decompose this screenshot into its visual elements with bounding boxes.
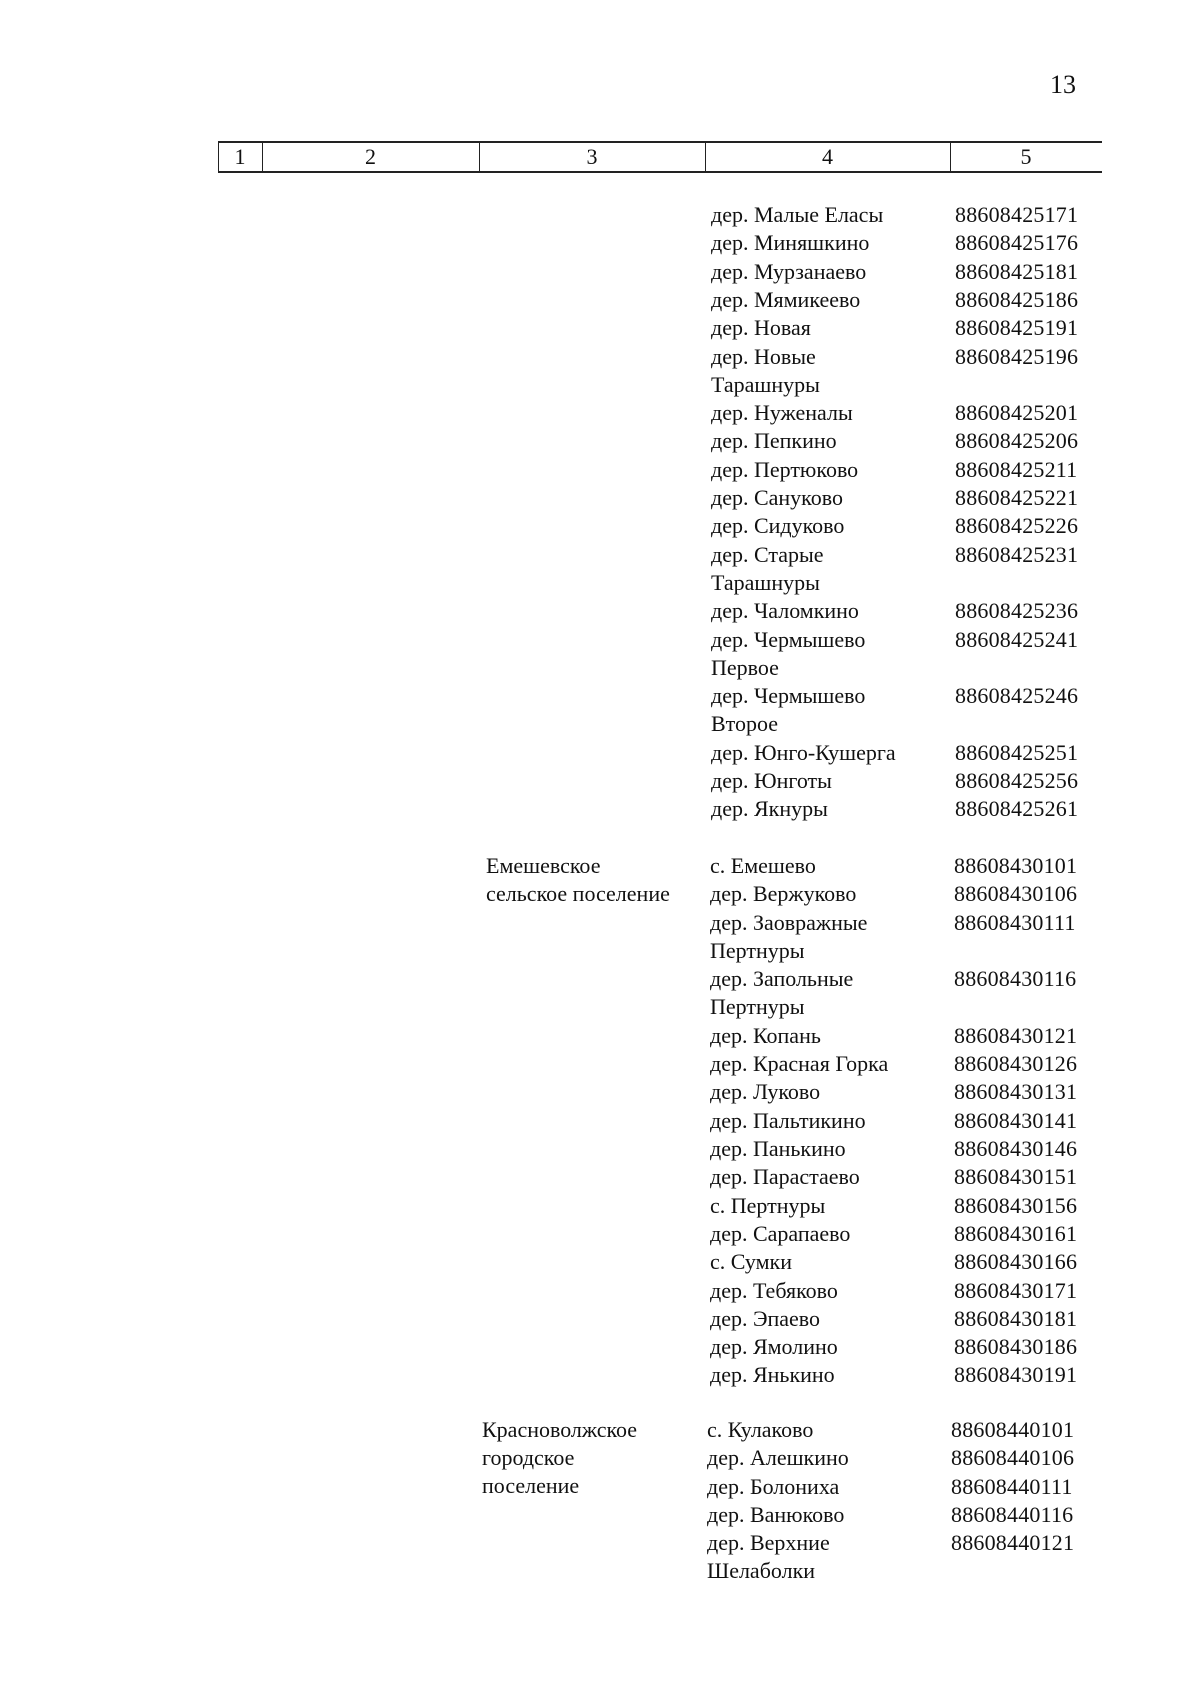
locality-name (711, 314, 956, 342)
oktmo-code: 88608430116 (954, 966, 1077, 992)
oktmo-code: 88608425251 (955, 739, 1079, 765)
locality-name (711, 229, 956, 257)
header-col-2: 2 (365, 144, 376, 169)
locality-name (711, 258, 956, 286)
locality-name-line: с. Емешево (710, 853, 816, 878)
locality-name (711, 512, 956, 540)
locality-name-line: дер. Мямикеево (711, 286, 861, 312)
locality-name (711, 427, 956, 455)
oktmo-code: 88608430191 (954, 1362, 1078, 1388)
locality-name (711, 682, 956, 738)
settlement-name (486, 852, 670, 908)
locality-name (710, 852, 955, 880)
oktmo-code: 88608425261 (955, 796, 1079, 822)
locality-name (710, 1248, 955, 1276)
locality-name (711, 767, 956, 795)
locality-name (711, 597, 956, 625)
locality-name-line: дер. Чермышево (711, 683, 866, 709)
oktmo-code: 88608425221 (955, 485, 1079, 510)
locality-name (710, 880, 955, 908)
locality-name-line: Шелаболки (707, 1558, 816, 1584)
locality-name (711, 795, 956, 823)
oktmo-code: 88608430171 (954, 1277, 1078, 1303)
locality-name-line: Пертнуры (710, 937, 805, 963)
locality-name (711, 484, 956, 512)
oktmo-code: 88608425186 (955, 286, 1079, 312)
header-col-5: 5 (1020, 144, 1032, 169)
locality-name-line: дер. Копань (710, 1022, 821, 1048)
locality-name-line: Второе (711, 711, 779, 737)
locality-name-line: дер. Мурзанаево (711, 258, 867, 284)
locality-name (711, 541, 956, 597)
locality-name-line: дер. Юнго-Кушерга (711, 739, 896, 765)
locality-name (707, 1416, 952, 1444)
locality-name-line: дер. Сарапаево (710, 1220, 851, 1246)
locality-name (710, 1022, 955, 1050)
column-header-row (218, 141, 1102, 173)
locality-name-line: дер. Чаломкино (711, 598, 859, 624)
locality-name (711, 456, 956, 484)
oktmo-code: 88608430146 (954, 1136, 1078, 1161)
oktmo-code: 88608430181 (954, 1305, 1078, 1331)
locality-name-line: дер. Ванюково (707, 1501, 845, 1527)
settlement-name-line: поселение (482, 1473, 580, 1498)
locality-name (710, 1078, 955, 1106)
locality-name (710, 1107, 955, 1135)
oktmo-code: 88608425201 (955, 400, 1079, 426)
locality-name-line: дер. Заовражные (710, 909, 868, 935)
locality-name-line: Первое (711, 654, 779, 680)
header-col-4: 4 (822, 144, 833, 169)
locality-name-line: дер. Болониха (707, 1473, 840, 1499)
locality-name (711, 399, 956, 427)
locality-name-line: дер. Тебяково (710, 1277, 838, 1303)
locality-name-line: с. Кулаково (707, 1417, 814, 1442)
oktmo-code: 88608440116 (951, 1501, 1074, 1527)
locality-name-line: дер. Сануково (711, 485, 843, 510)
oktmo-code: 88608430151 (954, 1164, 1078, 1190)
oktmo-code: 88608425226 (955, 513, 1079, 539)
locality-name (710, 1220, 955, 1248)
locality-name-line: дер. Алешкино (707, 1445, 849, 1471)
settlement-name-line: сельское поселение (486, 881, 670, 906)
oktmo-code: 88608430161 (954, 1220, 1078, 1246)
locality-name (710, 1305, 955, 1333)
locality-name (710, 1277, 955, 1305)
header-top-rule (218, 141, 1102, 143)
locality-name-line: Тарашнуры (711, 569, 820, 595)
oktmo-code: 88608425236 (955, 598, 1079, 624)
oktmo-code: 88608440111 (951, 1473, 1073, 1499)
oktmo-code: 88608425211 (955, 456, 1078, 482)
locality-name (710, 1050, 955, 1078)
locality-name-line: дер. Малые Еласы (711, 202, 884, 227)
oktmo-code: 88608440121 (951, 1530, 1075, 1556)
oktmo-code: 88608440106 (951, 1445, 1075, 1471)
locality-name-line: дер. Миняшкино (711, 230, 870, 256)
locality-name (710, 1163, 955, 1191)
oktmo-code: 88608430166 (954, 1249, 1078, 1275)
oktmo-code: 88608425206 (955, 428, 1079, 454)
locality-name-line: дер. Сидуково (711, 513, 845, 539)
locality-name-line: дер. Красная Горка (710, 1051, 889, 1077)
oktmo-code: 88608430101 (954, 853, 1078, 878)
locality-name-line: дер. Новая (711, 315, 811, 341)
oktmo-code: 88608440101 (951, 1417, 1075, 1442)
locality-name (711, 626, 956, 682)
oktmo-code: 88608425231 (955, 541, 1079, 567)
locality-name (707, 1501, 952, 1529)
locality-name-line: дер. Новые (711, 343, 816, 369)
locality-name-line: дер. Чермышево (711, 626, 866, 652)
oktmo-code: 88608425196 (955, 343, 1079, 369)
locality-name (710, 1361, 955, 1389)
locality-name-line: дер. Ямолино (710, 1334, 838, 1360)
header-col-1: 1 (234, 144, 246, 169)
oktmo-code: 88608430186 (954, 1334, 1078, 1360)
locality-name (710, 1135, 955, 1163)
settlement-name-line: Красноволжское (482, 1417, 638, 1442)
settlement-name-line: городское (482, 1445, 575, 1470)
locality-name-line: дер. Пертюково (711, 456, 859, 482)
oktmo-code: 88608425176 (955, 230, 1079, 256)
locality-name-line: дер. Луково (710, 1079, 821, 1105)
locality-name-line: дер. Пепкино (711, 428, 837, 454)
locality-name-line: с. Сумки (710, 1249, 792, 1275)
header-bottom-rule (218, 171, 1102, 173)
oktmo-code: 88608430111 (954, 909, 1076, 935)
locality-name (710, 965, 955, 1021)
locality-name-line: дер. Юнготы (711, 768, 832, 793)
locality-name (711, 343, 956, 399)
locality-name-line: дер. Нуженалы (711, 400, 853, 426)
locality-name-line: дер. Вержуково (710, 881, 857, 907)
oktmo-code: 88608425191 (955, 315, 1079, 341)
oktmo-code: 88608425171 (955, 202, 1079, 227)
page-number: 13 (1050, 70, 1076, 99)
oktmo-code: 88608425246 (955, 683, 1079, 709)
oktmo-code: 88608430141 (954, 1107, 1078, 1133)
locality-name (707, 1473, 952, 1501)
locality-name (710, 1192, 955, 1220)
oktmo-code: 88608425241 (955, 626, 1079, 652)
oktmo-code: 88608430106 (954, 881, 1078, 907)
locality-name-line: Пертнуры (710, 994, 805, 1020)
locality-name-line: дер. Панькино (710, 1136, 846, 1161)
locality-name (711, 739, 956, 767)
locality-name-line: дер. Старые (711, 541, 824, 567)
header-col-3: 3 (586, 144, 598, 169)
locality-name-line: дер. Янькино (710, 1362, 835, 1388)
locality-name-line: дер. Пальтикино (710, 1107, 866, 1133)
locality-name-line: дер. Верхние (707, 1530, 830, 1556)
oktmo-code: 88608425256 (955, 768, 1079, 793)
oktmo-code: 88608430156 (954, 1192, 1078, 1218)
settlement-name-line: Емешевское (486, 853, 601, 878)
locality-name (707, 1444, 952, 1472)
locality-name (711, 201, 956, 229)
locality-name-line: дер. Якнуры (711, 796, 828, 822)
locality-name-line: дер. Парастаево (710, 1164, 860, 1190)
locality-name-line: дер. Запольные (710, 966, 854, 992)
oktmo-code: 88608430131 (954, 1079, 1078, 1105)
oktmo-code: 88608430121 (954, 1022, 1078, 1048)
locality-name-line: Тарашнуры (711, 371, 820, 397)
locality-name (710, 1333, 955, 1361)
locality-name (707, 1529, 952, 1585)
oktmo-code: 88608430126 (954, 1051, 1078, 1077)
locality-name-line: с. Пертнуры (710, 1192, 826, 1218)
locality-name (710, 909, 955, 965)
settlement-name (482, 1416, 637, 1500)
locality-name-line: дер. Эпаево (710, 1305, 821, 1331)
locality-name (711, 286, 956, 314)
oktmo-code: 88608425181 (955, 258, 1079, 284)
